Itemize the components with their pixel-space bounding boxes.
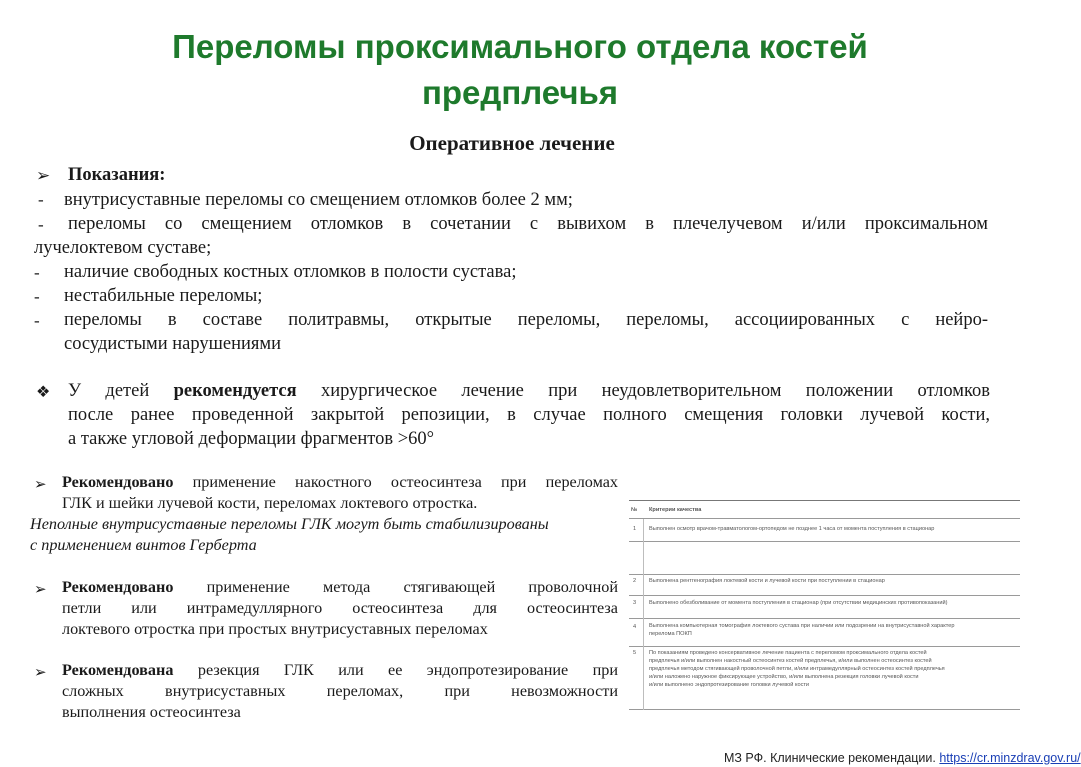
title-line-2: предплечья <box>421 74 619 111</box>
rec3-line-1: Рекомендована резекция ГЛК или ее эндопротезирование при <box>62 661 619 679</box>
table-row-num: 4 <box>633 624 637 630</box>
rec2-line-3: локтевого отростка при простых внутрисуставных переломах <box>62 620 488 638</box>
rec2-line-2: петли или интрамедуллярного остеосинтеза для остеосинтеза <box>62 599 618 617</box>
italic-note-line-2: с применением винтов Герберта <box>30 536 257 554</box>
footer-text: МЗ РФ. Клинические рекомендации. <box>724 751 936 765</box>
table-row-text: Выполнена рентгенография локтевой кости и лучевой кости при поступлении в стационар <box>649 578 885 584</box>
table-header-criteria: Критерии качества <box>649 507 702 513</box>
footer-link[interactable]: https://cr.minzdrav.gov.ru/ <box>939 751 1081 765</box>
table-row-text: и/или выполнено эндопротезирование головки лучевой кости <box>649 682 810 688</box>
dash-bullet-icon: - <box>38 215 44 234</box>
arrow-bullet-icon: ➢ <box>34 477 47 493</box>
indication-item-5-line-1: переломы в составе политравмы, открытые переломы, переломы, ассоциированных с нейро- <box>64 310 988 330</box>
rec1-line-2: ГЛК и шейки лучевой кости, переломах локтевого отростка. <box>62 494 478 512</box>
title-line-1: Переломы проксимального отдела костей <box>172 28 868 65</box>
table-rule <box>629 709 1020 710</box>
table-header-num: № <box>631 507 638 513</box>
children-note-line-1: У детей рекомендуется хирургическое лечение при неудовлетворительном положении отломков <box>68 381 991 401</box>
quality-criteria-table <box>629 500 1020 710</box>
diamond-bullet-icon: ❖ <box>36 384 51 401</box>
indication-item-4: нестабильные переломы; <box>64 286 263 306</box>
dash-bullet-icon: - <box>34 311 40 330</box>
table-rule <box>629 595 1020 596</box>
table-row-text: предплечья методом стягивающей проволочной петли, и/или интрамедуллярный остеосинтез костей предплечья <box>649 666 945 672</box>
indication-item-1: внутрисуставные переломы со смещением отломков более 2 мм; <box>64 190 573 210</box>
table-rule <box>629 618 1020 619</box>
arrow-bullet-icon: ➢ <box>34 665 47 681</box>
table-row-text: Выполнено обезболивание от момента поступления в стационар (при отсутствии медицинских противопоказаний) <box>649 600 948 606</box>
footer-citation <box>724 751 1081 765</box>
indication-item-2-line-1: переломы со смещением отломков в сочетании с вывихом в плечелучевом и/или проксимальном <box>68 214 988 234</box>
table-row-text: Выполнен осмотр врачом-травматологом-ортопедом не позднее 1 часа от момента поступления в стационар <box>649 526 935 532</box>
table-column-rule <box>643 519 644 710</box>
table-row-text: и/или наложено наружное фиксирующее устройство, и/или выполнена резекция головки лучевой кости <box>649 674 919 680</box>
indication-item-2-line-2: лучелоктевом суставе; <box>34 238 212 258</box>
table-rule <box>629 646 1020 647</box>
section-subtitle: Оперативное лечение <box>409 131 615 155</box>
table-row-text: По показаниям проведено консервативное лечение пациента с переломом проксимального отдела костей <box>649 650 927 656</box>
table-row-num: 2 <box>633 578 637 584</box>
table-row-text: перелома ПОКП <box>649 631 692 637</box>
dash-bullet-icon: - <box>34 263 40 282</box>
table-row-num: 3 <box>633 600 637 606</box>
dash-bullet-icon: - <box>38 190 44 209</box>
children-note-line-3: а также угловой деформации фрагментов >60° <box>68 429 435 449</box>
table-row-num: 5 <box>633 650 637 656</box>
indication-item-5-line-2: сосудистыми нарушениями <box>64 334 281 354</box>
table-rule <box>629 541 1020 542</box>
slide-title <box>60 24 980 116</box>
arrow-bullet-icon: ➢ <box>34 582 47 598</box>
rec1-line-1: Рекомендовано применение накостного остеосинтеза при переломах <box>62 473 619 491</box>
rec3-line-2: сложных внутрисуставных переломах, при невозможности <box>62 682 618 700</box>
italic-note-line-1: Неполные внутрисуставные переломы ГЛК могут быть стабилизированы <box>30 515 549 533</box>
table-row-text: предплечья и/или выполнен накостный остеосинтез костей предплечья, и/или выполнен остеосинтез костей <box>649 658 932 664</box>
dash-bullet-icon: - <box>34 287 40 306</box>
table-rule <box>629 518 1020 519</box>
arrow-bullet-icon: ➢ <box>36 166 51 185</box>
indications-heading: Показания: <box>68 165 166 185</box>
table-row-text: Выполнена компьютерная томография локтевого сустава при наличии или подозрении на внутрисуставной характер <box>649 623 955 629</box>
table-row-num: 1 <box>633 526 637 532</box>
children-note-line-2: после ранее проведенной закрытой репозиции, в случае полного смещения головки лучевой кости, <box>68 405 990 425</box>
rec3-line-3: выполнения остеосинтеза <box>62 703 241 721</box>
rec2-line-1: Рекомендовано применение метода стягивающей проволочной <box>62 578 618 596</box>
indication-item-3: наличие свободных костных отломков в полости сустава; <box>64 262 517 282</box>
table-rule <box>629 574 1020 575</box>
table-rule <box>629 500 1020 501</box>
